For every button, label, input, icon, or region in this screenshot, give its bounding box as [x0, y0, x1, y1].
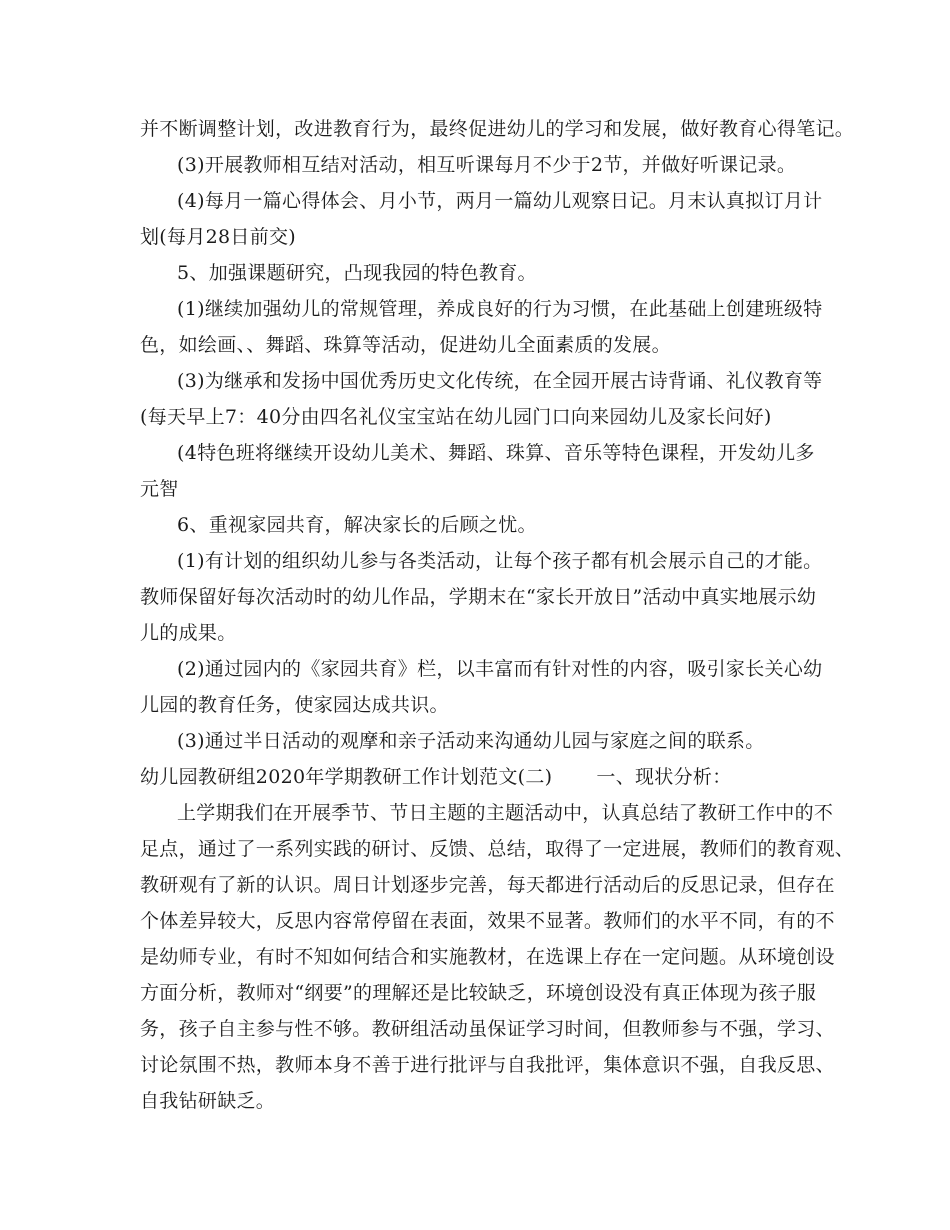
paragraph-line: 划(每月28日前交) [140, 226, 297, 248]
paragraph-line: 教师保留好每次活动时的幼儿作品，学期末在“家长开放日”活动中真实地展示幼 [140, 586, 817, 608]
paragraph-line: 自我钻研缺乏。 [140, 1090, 276, 1112]
paragraph-line: 色，如绘画、、舞蹈、珠算等活动，促进幼儿全面素质的发展。 [140, 334, 671, 356]
section-heading: 5、加强课题研究，凸现我园的特色教育。 [177, 262, 537, 284]
paragraph-line: (2)通过园内的《家园共育》栏，以丰富而有针对性的内容，吸引家长关心幼 [177, 658, 823, 680]
paragraph-line: 足点，通过了一系列实践的研讨、反馈、总结，取得了一定进展，教师们的教育观、 [140, 838, 855, 860]
paragraph-line: (1)继续加强幼儿的常规管理，养成良好的行为习惯，在此基础上创建班级特 [177, 298, 823, 320]
paragraph-line: 讨论氛围不热，教师本身不善于进行批评与自我批评，集体意识不强，自我反思、 [140, 1054, 835, 1076]
document-subtitle-line [140, 765, 732, 789]
paragraph-line: 儿的成果。 [140, 622, 237, 644]
paragraph-line: (3)开展教师相互结对活动，相互听课每月不少于2节，并做好听课记录。 [177, 154, 797, 176]
paragraph-line: (4特色班将继续开设幼儿美术、舞蹈、珠算、音乐等特色课程，开发幼儿多 [177, 442, 815, 464]
paragraph-line: 是幼师专业，有时不知如何结合和实施教材，在选课上存在一定问题。从环境创设 [140, 946, 835, 968]
paragraph-line: (每天早上7：40分由四名礼仪宝宝站在幼儿园门口向来园幼儿及家长问好) [140, 406, 772, 428]
paragraph-line: 并不断调整计划，改进教育行为，最终促进幼儿的学习和发展，做好教育心得笔记。 [140, 118, 855, 140]
document-subtitle: 幼儿园教研组2020年学期教研工作计划范文(二) [140, 766, 553, 788]
paragraph-line: 务，孩子自主参与性不够。教研组活动虽保证学习时间，但教师参与不强，学习、 [140, 1018, 835, 1040]
section-heading: 6、重视家园共育，解决家长的后顾之忧。 [177, 514, 537, 536]
paragraph-line: 方面分析，教师对“纲要”的理解还是比较缺乏，环境创设没有真正体现为孩子服 [140, 982, 817, 1004]
paragraph-line: (1)有计划的组织幼儿参与各类活动，让每个孩子都有机会展示自己的才能。 [177, 550, 823, 572]
paragraph-line: 元智 [140, 478, 179, 500]
paragraph-line: 教研观有了新的认识。周日计划逐步完善，每天都进行活动后的反思记录，但存在 [140, 874, 835, 896]
paragraph-line: 个体差异较大，反思内容常停留在表面，效果不显著。教师们的水平不同，有的不 [140, 910, 835, 932]
paragraph-line: (4)每月一篇心得体会、月小节，两月一篇幼儿观察日记。月末认真拟订月计 [177, 190, 823, 212]
paragraph-line: (3)通过半日活动的观摩和亲子活动来沟通幼儿园与家庭之间的联系。 [177, 730, 765, 752]
paragraph-line: 儿园的教育任务，使家园达成共识。 [140, 694, 449, 716]
paragraph-line: 上学期我们在开展季节、节日主题的主题活动中，认真总结了教研工作中的不 [177, 802, 834, 824]
section-heading: 一、现状分析： [596, 766, 732, 788]
paragraph-line: (3)为继承和发扬中国优秀历史文化传统，在全园开展古诗背诵、礼仪教育等 [177, 370, 823, 392]
